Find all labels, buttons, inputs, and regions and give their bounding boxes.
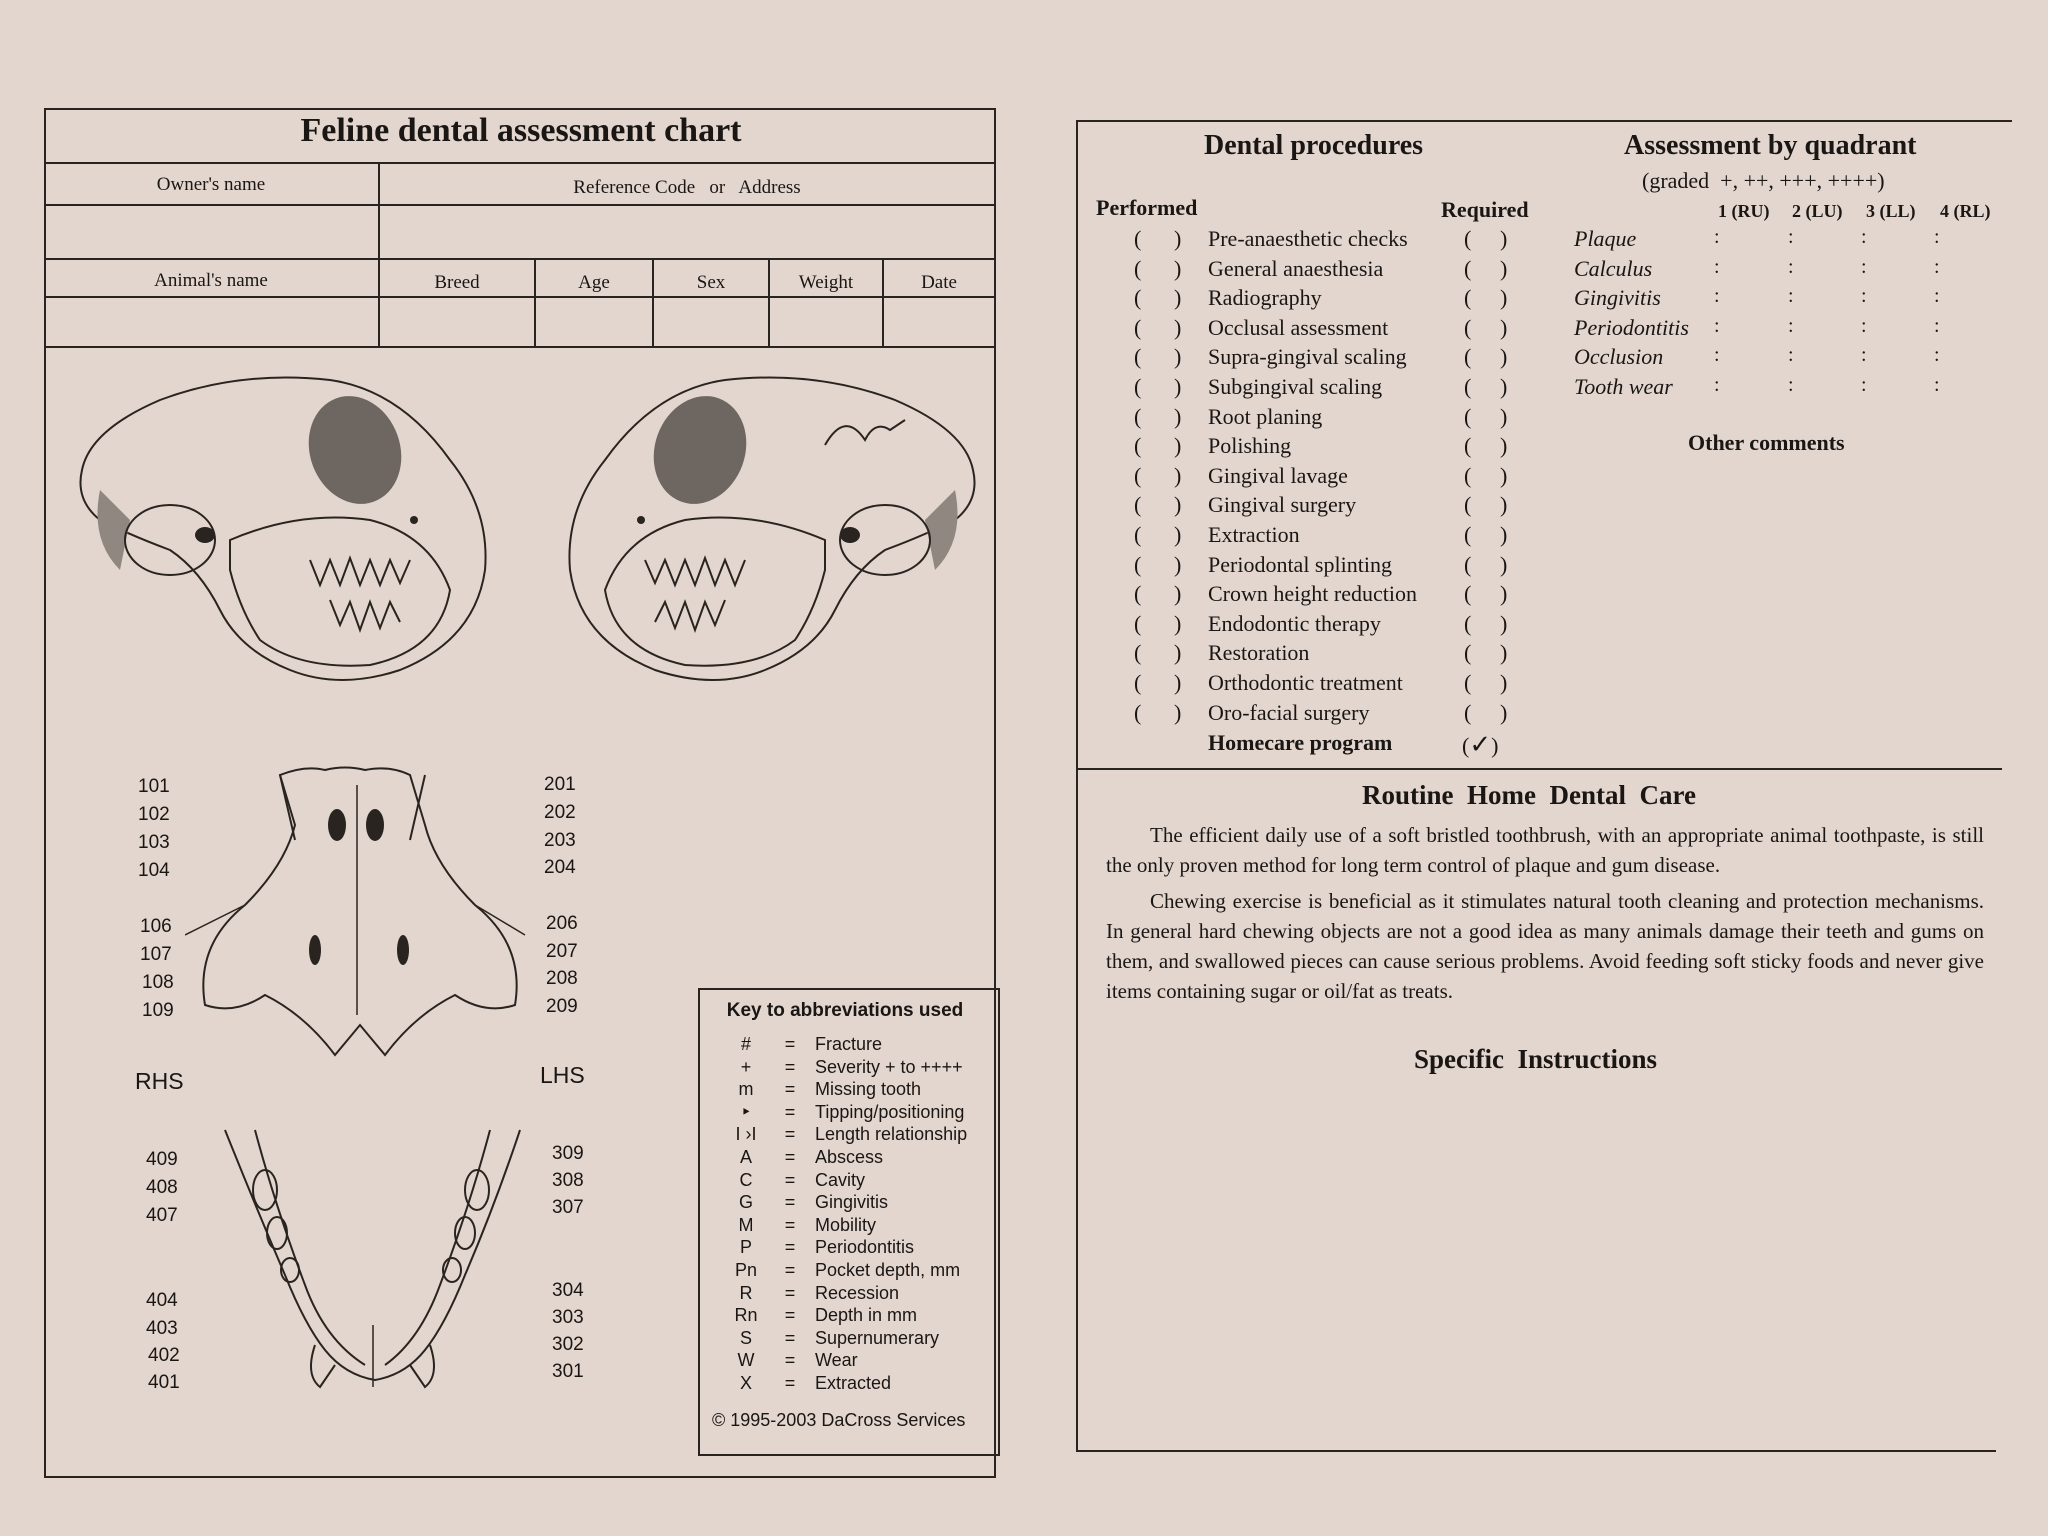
quadrant-grade-field[interactable]: :	[1788, 314, 1794, 337]
abbreviation-meaning: Cavity	[815, 1169, 866, 1190]
abbreviation-meaning: Pocket depth, mm	[815, 1260, 961, 1280]
tooth-number: 109	[142, 1000, 174, 1021]
equals-sign: =	[784, 1305, 796, 1326]
animal-name-field[interactable]	[46, 298, 376, 344]
procedure-row	[1130, 404, 1530, 433]
assessment-label: Plaque	[1574, 226, 1637, 251]
required-column-header: Required	[1441, 197, 1529, 222]
abbreviation-row	[716, 1057, 1006, 1080]
procedure-label: Occlusal assessment	[1208, 314, 1389, 340]
homecare-required-checkbox[interactable]	[1462, 730, 1498, 760]
open-bracket: (	[1134, 226, 1142, 251]
close-bracket: )	[1500, 640, 1508, 666]
tooth-number: 304	[552, 1280, 584, 1301]
reference-code-label: Reference Code or Address	[573, 177, 801, 198]
tooth-number: 407	[146, 1205, 178, 1226]
abbreviation-row	[716, 1260, 1006, 1283]
close-bracket: )	[1174, 255, 1182, 281]
close-bracket: )	[1500, 226, 1508, 251]
quadrant-grade-field[interactable]: :	[1788, 255, 1794, 278]
abbreviation-symbol: Pn	[734, 1260, 758, 1280]
tooth-number: 106	[140, 916, 172, 937]
close-bracket: )	[1174, 374, 1182, 399]
assessment-subtitle: (graded +, ++, +++, ++++)	[1642, 168, 1885, 193]
tooth-number: 202	[544, 802, 576, 823]
quadrant-grade-field[interactable]: :	[1788, 374, 1794, 396]
close-bracket: )	[1174, 344, 1182, 370]
abbreviation-row	[716, 1328, 1006, 1351]
close-bracket: )	[1174, 403, 1182, 429]
reference-field[interactable]	[380, 206, 994, 256]
abbreviation-row	[716, 1102, 1006, 1125]
open-bracket: (	[1464, 670, 1472, 695]
close-bracket: )	[1500, 551, 1508, 577]
close-bracket: )	[1174, 610, 1182, 636]
open-bracket: (	[1464, 610, 1472, 636]
quadrant-grade-field[interactable]: :	[1861, 374, 1867, 396]
procedure-row	[1130, 522, 1530, 551]
close-bracket: )	[1174, 551, 1182, 577]
abbreviation-meaning: Mobility	[815, 1214, 877, 1235]
abbreviation-meaning: Wear	[815, 1350, 858, 1371]
lower-jaw-diagram	[215, 1125, 525, 1390]
quadrant-grade-field[interactable]: :	[1788, 226, 1794, 248]
abbreviation-row	[716, 1237, 1006, 1260]
procedure-label: Crown height reduction	[1208, 581, 1417, 607]
equals-sign: =	[784, 1282, 796, 1303]
procedure-row	[1130, 315, 1530, 344]
open-bracket: (	[1464, 551, 1472, 577]
equals-sign: =	[784, 1079, 796, 1100]
close-bracket: )	[1500, 374, 1508, 399]
abbreviation-symbol: I ›I	[735, 1124, 757, 1145]
abbreviation-symbol: +	[740, 1056, 752, 1077]
quadrant-grade-field[interactable]: :	[1714, 314, 1720, 337]
close-bracket: )	[1500, 462, 1508, 488]
open-bracket: (	[1464, 226, 1472, 251]
close-bracket: )	[1174, 285, 1182, 311]
open-bracket: (	[1134, 255, 1142, 281]
close-bracket: )	[1500, 699, 1508, 725]
quadrant-grade-field[interactable]: :	[1714, 374, 1720, 396]
tooth-number: 207	[546, 941, 578, 962]
quadrant-grade-field[interactable]: :	[1788, 344, 1794, 367]
procedure-label: Gingival lavage	[1208, 462, 1348, 488]
open-bracket: (	[1134, 403, 1142, 429]
open-bracket: (	[1134, 610, 1142, 636]
abbreviation-row	[716, 1147, 1006, 1170]
open-bracket: (	[1464, 344, 1472, 370]
tooth-number: 404	[146, 1290, 178, 1311]
tooth-number: 403	[146, 1318, 178, 1339]
equals-sign: =	[784, 1056, 796, 1077]
tooth-number: 401	[148, 1372, 180, 1393]
tooth-number: 108	[142, 972, 174, 993]
breed-label: Breed	[434, 272, 480, 293]
abbreviation-row	[716, 1124, 1006, 1147]
abbreviation-row	[716, 1283, 1006, 1306]
procedure-label: Oro-facial surgery	[1208, 699, 1370, 725]
routine-care-title: Routine Home Dental Care	[1362, 780, 1696, 810]
open-bracket: (	[1134, 374, 1142, 399]
procedure-row	[1130, 344, 1530, 373]
equals-sign: =	[784, 1350, 796, 1371]
abbreviation-symbol: #	[740, 1034, 751, 1054]
open-bracket: (	[1464, 314, 1472, 340]
quadrant-header: 1 (RU)	[1718, 201, 1770, 221]
quadrant-grade-field[interactable]: :	[1861, 344, 1867, 367]
open-bracket: (	[1134, 433, 1142, 459]
quadrant-grade-field[interactable]: :	[1788, 285, 1794, 308]
open-bracket: (	[1134, 640, 1142, 666]
close-bracket: )	[1174, 462, 1182, 488]
quadrant-header: 2 (LU)	[1792, 201, 1843, 221]
date-label: Date	[921, 272, 957, 293]
specific-instructions-field[interactable]	[1100, 1090, 1980, 1430]
open-bracket: (	[1134, 699, 1142, 725]
procedure-row	[1130, 374, 1530, 403]
assessment-label: Calculus	[1574, 255, 1653, 281]
procedure-row	[1130, 670, 1530, 699]
equals-sign: =	[784, 1101, 796, 1122]
open-bracket: (	[1134, 462, 1142, 488]
tooth-number: 409	[146, 1149, 178, 1170]
procedure-row	[1130, 226, 1530, 255]
open-bracket: (	[1464, 640, 1472, 666]
checkmark-icon: ✓	[1469, 730, 1492, 760]
performed-column-header: Performed	[1096, 195, 1198, 220]
assessment-title: Assessment by quadrant	[1624, 130, 1917, 161]
abbreviation-row	[716, 1215, 1006, 1238]
open-bracket: (	[1464, 403, 1472, 429]
equals-sign: =	[784, 1214, 796, 1235]
close-bracket: )	[1500, 255, 1508, 281]
abbreviation-row	[716, 1034, 1006, 1057]
equals-sign: =	[784, 1327, 796, 1348]
equals-sign: =	[784, 1192, 796, 1213]
quadrant-grade-field[interactable]: :	[1714, 255, 1720, 278]
equals-sign: =	[784, 1373, 796, 1393]
procedure-row	[1130, 552, 1530, 581]
abbreviation-meaning: Gingivitis	[815, 1192, 889, 1213]
quadrant-header: 3 (LL)	[1866, 201, 1916, 221]
open-bracket: (	[1464, 433, 1472, 459]
homecare-label: Homecare program	[1208, 730, 1393, 755]
tooth-number: 204	[544, 857, 576, 878]
procedure-label: Radiography	[1208, 285, 1322, 311]
abbreviation-symbol: P	[739, 1237, 752, 1258]
routine-care-paragraph: The efficient daily use of a soft bristled toothbrush, with an appropriate animal toothpaste, is still the only proven method for long term control of plaque and gum disease.	[1106, 823, 1984, 877]
equals-sign: =	[784, 1237, 796, 1258]
open-bracket: (	[1134, 285, 1142, 311]
quadrant-grade-field[interactable]: :	[1714, 285, 1720, 308]
quadrant-grade-field[interactable]: :	[1934, 226, 1940, 248]
tooth-number: 408	[146, 1177, 178, 1198]
tooth-number: 107	[140, 944, 172, 965]
procedure-row	[1130, 581, 1530, 610]
open-bracket: (	[1464, 462, 1472, 488]
close-bracket: )	[1500, 522, 1508, 547]
specific-instructions-title: Specific Instructions	[1414, 1044, 1657, 1074]
procedure-row	[1130, 492, 1530, 521]
open-bracket: (	[1464, 374, 1472, 399]
abbreviation-symbol: M	[738, 1214, 754, 1235]
dental-procedures-title: Dental procedures	[1204, 130, 1424, 161]
quadrant-grade-field[interactable]: :	[1934, 285, 1940, 308]
procedure-label: Pre-anaesthetic checks	[1208, 226, 1408, 251]
procedure-row	[1130, 463, 1530, 492]
abbreviation-meaning: Depth in mm	[815, 1305, 918, 1326]
open-bracket: (	[1464, 492, 1472, 518]
open-bracket: (	[1134, 551, 1142, 577]
procedure-label: Polishing	[1208, 433, 1292, 459]
open-bracket: (	[1134, 492, 1142, 518]
close-bracket: )	[1500, 403, 1508, 429]
abbreviation-meaning: Tipping/positioning	[815, 1101, 965, 1122]
abbreviation-symbol: C	[739, 1169, 753, 1190]
abbreviation-symbol: S	[739, 1327, 752, 1348]
abbreviation-symbol: X	[739, 1373, 752, 1393]
open-bracket: (	[1464, 699, 1472, 725]
close-bracket: )	[1174, 699, 1182, 725]
abbreviation-symbol: A	[739, 1147, 752, 1167]
tooth-number: 208	[546, 968, 578, 989]
quadrant-grade-field[interactable]: :	[1934, 374, 1940, 396]
abbreviation-symbol: G	[738, 1192, 753, 1213]
close-bracket: )	[1500, 344, 1508, 370]
open-bracket: (	[1134, 670, 1142, 695]
abbreviation-meaning: Extracted	[815, 1373, 892, 1393]
homecare-row	[1130, 730, 1530, 759]
procedure-row	[1130, 433, 1530, 462]
tooth-number: 303	[552, 1307, 584, 1328]
abbreviation-row	[716, 1192, 1006, 1215]
close-bracket: )	[1500, 670, 1508, 695]
close-bracket: )	[1500, 433, 1508, 459]
quadrant-grade-field[interactable]: :	[1861, 226, 1867, 248]
open-bracket: (	[1134, 522, 1142, 547]
quadrant-grade-field[interactable]: :	[1714, 226, 1720, 248]
equals-sign: =	[784, 1034, 796, 1054]
abbreviation-meaning: Supernumerary	[815, 1327, 940, 1348]
tooth-number: 307	[552, 1197, 584, 1218]
skull-left-view-illustration	[545, 370, 985, 690]
procedure-label: Endodontic therapy	[1208, 610, 1381, 636]
abbreviation-symbol: R	[739, 1282, 753, 1303]
routine-care-paragraph: Chewing exercise is beneficial as it stimulates natural tooth cleaning and protection mechanisms. In general hard chewing objects are not a good idea as many animals damage their teeth and gums on them, and swallowed pieces can cause serious problems. Avoid feeding soft sticky foods and never give items containing sugar or oil/fat as treats.	[1106, 889, 1984, 1003]
procedure-label: Subgingival scaling	[1208, 374, 1383, 399]
owner-name-field[interactable]	[46, 206, 376, 256]
procedure-row	[1130, 700, 1530, 729]
close-bracket: )	[1174, 640, 1182, 666]
tooth-number: 203	[544, 830, 576, 851]
abbreviation-row	[716, 1350, 1006, 1373]
quadrant-grade-field[interactable]: :	[1861, 285, 1867, 308]
abbreviation-meaning: Recession	[815, 1282, 900, 1303]
abbreviation-symbol: W	[737, 1350, 755, 1371]
tooth-number: 308	[552, 1170, 584, 1191]
abbreviation-meaning: Severity + to ++++	[815, 1056, 963, 1077]
abbreviation-key-title: Key to abbreviations used	[726, 1000, 964, 1021]
procedure-row	[1130, 256, 1530, 285]
weight-label: Weight	[798, 272, 854, 293]
open-bracket: (	[1464, 285, 1472, 311]
upper-jaw-diagram	[185, 765, 535, 1065]
tooth-number: 309	[552, 1143, 584, 1164]
procedure-label: Extraction	[1208, 522, 1300, 547]
open-bracket: (	[1134, 344, 1142, 370]
rhs-label: RHS	[135, 1068, 184, 1094]
open-bracket: (	[1464, 581, 1472, 607]
open-bracket: (	[1134, 314, 1142, 340]
quadrant-grade-field[interactable]: :	[1861, 314, 1867, 337]
close-bracket: )	[1174, 670, 1182, 695]
abbreviation-meaning: Abscess	[815, 1147, 884, 1167]
tooth-number: 103	[138, 832, 170, 853]
tooth-number: 102	[138, 804, 170, 825]
close-bracket: )	[1500, 285, 1508, 311]
close-bracket: )	[1174, 314, 1182, 340]
tooth-number: 201	[544, 774, 576, 795]
tooth-number: 402	[148, 1345, 180, 1366]
procedure-label: Gingival surgery	[1208, 492, 1357, 518]
close-bracket: )	[1500, 314, 1508, 340]
tooth-number: 302	[552, 1334, 584, 1355]
abbreviation-meaning: Length relationship	[815, 1124, 968, 1145]
quadrant-grade-field[interactable]: :	[1934, 314, 1940, 337]
abbreviation-row	[716, 1373, 1006, 1396]
assessment-label: Tooth wear	[1574, 374, 1673, 399]
abbreviation-meaning: Fracture	[815, 1034, 883, 1054]
abbreviation-row	[716, 1079, 1006, 1102]
equals-sign: =	[784, 1147, 796, 1167]
tooth-number: 104	[138, 860, 170, 881]
assessment-label: Periodontitis	[1574, 314, 1689, 340]
quadrant-grade-field[interactable]: :	[1934, 255, 1940, 278]
quadrant-header: 4 (RL)	[1940, 201, 1991, 221]
procedure-label: Root planing	[1208, 403, 1323, 429]
equals-sign: =	[784, 1124, 796, 1145]
procedure-row	[1130, 611, 1530, 640]
equals-sign: =	[784, 1169, 796, 1190]
open-bracket: (	[1464, 522, 1472, 547]
open-bracket: (	[1134, 581, 1142, 607]
close-bracket: )	[1174, 492, 1182, 518]
close-bracket: )	[1174, 226, 1182, 251]
animal-name-label: Animal's name	[154, 270, 268, 291]
abbreviation-row	[716, 1170, 1006, 1193]
owner-name-label: Owner's name	[156, 174, 266, 195]
tooth-number: 301	[552, 1361, 584, 1382]
procedure-label: General anaesthesia	[1208, 255, 1384, 281]
open-bracket: (	[1462, 733, 1470, 758]
abbreviation-symbol: ‣	[740, 1101, 752, 1122]
procedure-label: Periodontal splinting	[1208, 551, 1392, 577]
assessment-label: Gingivitis	[1574, 285, 1661, 311]
open-bracket: (	[1464, 255, 1472, 281]
tooth-number: 206	[546, 913, 578, 934]
close-bracket: )	[1500, 610, 1508, 636]
procedure-label: Supra-gingival scaling	[1208, 344, 1407, 370]
procedure-label: Orthodontic treatment	[1208, 670, 1403, 695]
close-bracket: )	[1500, 581, 1508, 607]
abbreviation-symbol: Rn	[734, 1305, 758, 1326]
sex-label: Sex	[696, 272, 726, 293]
tooth-number: 209	[546, 996, 578, 1017]
assessment-label: Occlusion	[1574, 344, 1664, 370]
abbreviation-meaning: Missing tooth	[815, 1079, 922, 1100]
procedure-row	[1130, 285, 1530, 314]
equals-sign: =	[784, 1260, 796, 1280]
lhs-label: LHS	[540, 1062, 585, 1088]
quadrant-grade-field[interactable]: :	[1934, 344, 1940, 367]
abbreviation-meaning: Periodontitis	[815, 1237, 915, 1258]
close-bracket: )	[1174, 522, 1182, 547]
skull-right-view-illustration	[70, 370, 510, 690]
quadrant-grade-field[interactable]: :	[1714, 344, 1720, 367]
close-bracket: )	[1500, 492, 1508, 518]
tooth-number: 101	[138, 776, 170, 797]
procedure-label: Restoration	[1208, 640, 1310, 666]
chart-title: Feline dental assessment chart	[300, 112, 742, 149]
age-label: Age	[578, 272, 610, 293]
other-comments-label: Other comments	[1688, 430, 1845, 455]
copyright-notice: © 1995-2003 DaCross Services	[712, 1410, 966, 1430]
close-bracket: )	[1174, 581, 1182, 607]
abbreviation-row	[716, 1305, 1006, 1328]
abbreviation-symbol: m	[738, 1079, 754, 1100]
close-bracket: )	[1491, 733, 1499, 758]
close-bracket: )	[1174, 433, 1182, 459]
procedure-row	[1130, 640, 1530, 669]
quadrant-grade-field[interactable]: :	[1861, 255, 1867, 278]
